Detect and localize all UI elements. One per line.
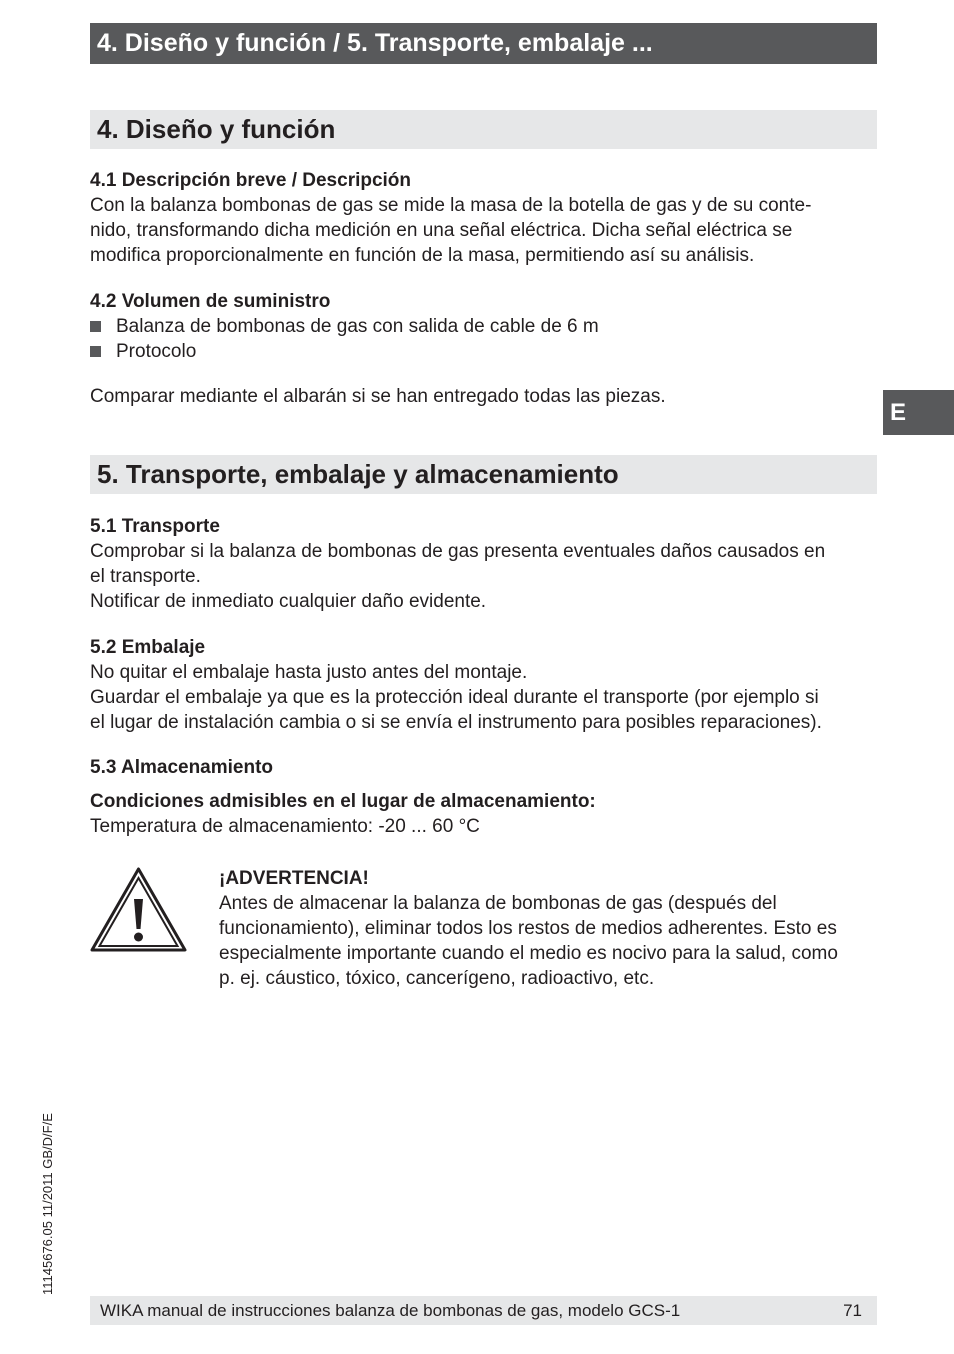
paragraph-line: el lugar de instalación cambia o si se envía el instrumento para posibles reparaciones).	[90, 712, 822, 733]
paragraph-line: Guardar el embalaje ya que es la protección ideal durante el transporte (por ejemplo si	[90, 687, 819, 708]
bullet-square-icon	[90, 321, 101, 332]
heading-4-2: 4.2 Volumen de suministro	[90, 291, 331, 312]
document-code: 11145676.05 11/2011 GB/D/F/E	[40, 1113, 55, 1295]
section-4-1	[90, 168, 880, 268]
heading-5-1: 5.1 Transporte	[90, 516, 220, 537]
warning-line: p. ej. cáustico, tóxico, cancerígeno, radioactivo, etc.	[219, 968, 655, 989]
list-item-text: Balanza de bombonas de gas con salida de cable de 6 m	[116, 316, 599, 337]
warning-title: ¡ADVERTENCIA!	[219, 868, 369, 889]
storage-conditions-heading: Condiciones admisibles en el lugar de almacenamiento:	[90, 791, 596, 812]
language-tab: E	[883, 390, 954, 435]
page-footer	[90, 1296, 877, 1325]
paragraph-line: nido, transformando dicha medición en una señal eléctrica. Dicha señal eléctrica se	[90, 220, 793, 241]
storage-temperature: Temperatura de almacenamiento: -20 ... 60 °C	[90, 816, 480, 837]
paragraph-line: Con la balanza bombonas de gas se mide la masa de la botella de gas y de su conte-	[90, 195, 812, 216]
delivery-note: Comparar mediante el albarán si se han entregado todas las piezas.	[90, 386, 666, 407]
section-4-title: 4. Diseño y función	[90, 110, 877, 149]
warning-text	[219, 866, 879, 991]
list-item	[90, 339, 880, 364]
section-4-2	[90, 289, 880, 409]
bullet-square-icon	[90, 346, 101, 357]
warning-line: especialmente importante cuando el medio es nocivo para la salud, como	[219, 943, 838, 964]
warning-triangle-icon	[90, 866, 187, 953]
list-item-text: Protocolo	[116, 341, 197, 362]
paragraph-line: Notificar de inmediato cualquier daño evidente.	[90, 591, 487, 612]
paragraph-line: el transporte.	[90, 566, 201, 587]
section-5-1	[90, 514, 880, 614]
warning-line: funcionamiento), eliminar todos los restos de medios adherentes. Esto es	[219, 918, 837, 939]
heading-5-2: 5.2 Embalaje	[90, 637, 206, 658]
footer-text: WIKA manual de instrucciones balanza de bombonas de gas, modelo GCS-1	[100, 1300, 681, 1320]
paragraph-line: Comprobar si la balanza de bombonas de gas presenta eventuales daños causados en	[90, 541, 826, 562]
heading-4-1: 4.1 Descripción breve / Descripción	[90, 170, 412, 191]
section-5-title: 5. Transporte, embalaje y almacenamiento	[90, 455, 877, 494]
section-5-2	[90, 635, 880, 735]
warning-line: Antes de almacenar la balanza de bombonas de gas (después del	[219, 893, 777, 914]
heading-5-3: 5.3 Almacenamiento	[90, 757, 274, 778]
paragraph-line: modifica proporcionalmente en función de la masa, permitiendo así su análisis.	[90, 245, 755, 266]
list-item	[90, 314, 880, 339]
page-number: 71	[843, 1300, 862, 1320]
paragraph-line: No quitar el embalaje hasta justo antes del montaje.	[90, 662, 528, 683]
page-header: 4. Diseño y función / 5. Transporte, embalaje ...	[90, 23, 877, 64]
section-5-3	[90, 755, 880, 839]
